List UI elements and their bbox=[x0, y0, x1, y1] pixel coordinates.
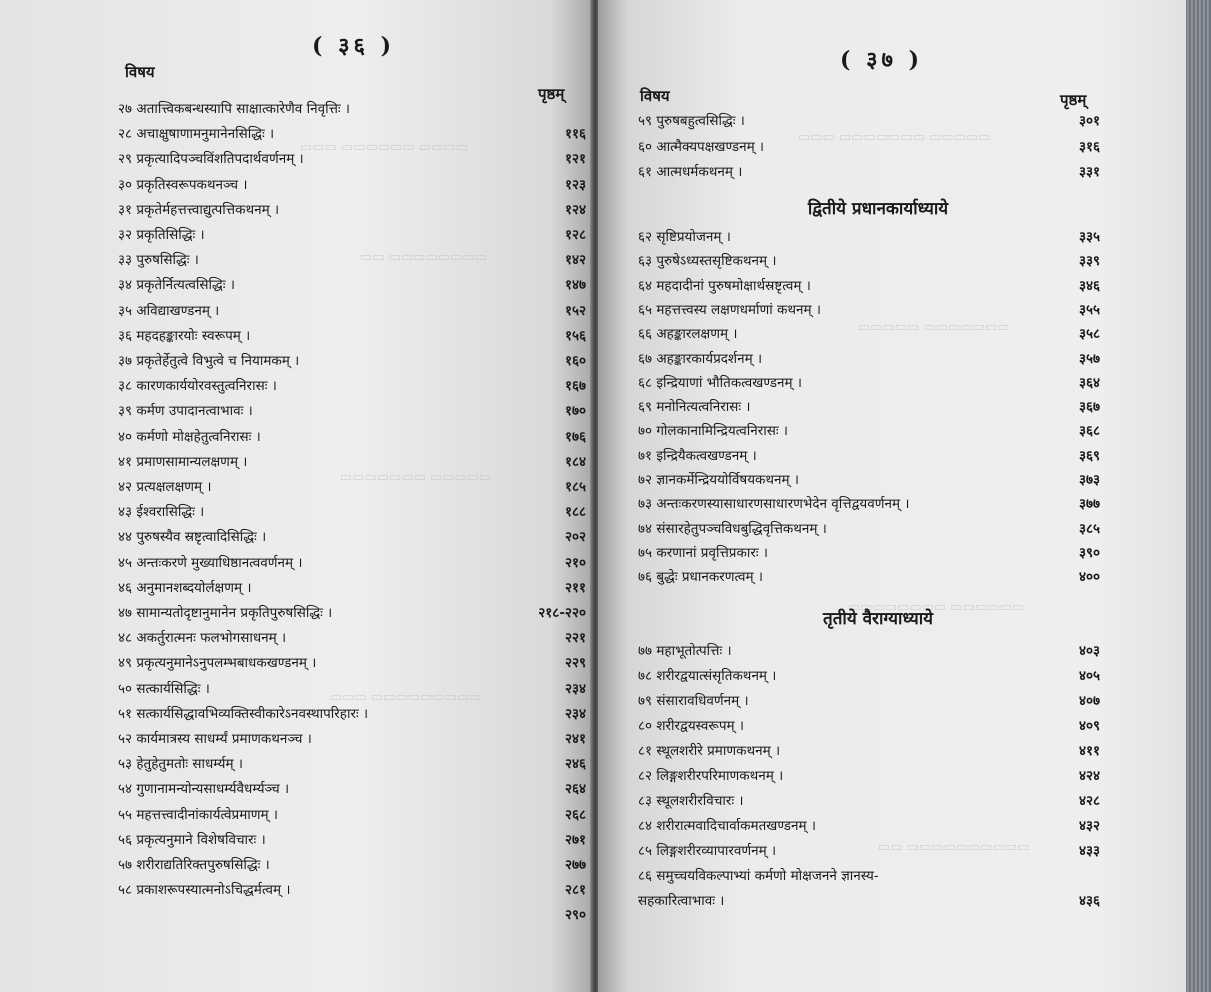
toc-entry-title: ४९ प्रकृत्यनुमानेऽनुपलम्भबाधकखण्डनम् । bbox=[118, 655, 317, 672]
bleed-through-text: ▭▭▭▭▭ ▭▭▭▭▭▭▭ bbox=[340, 470, 492, 485]
toc-entry-page: ३६९ bbox=[1078, 447, 1100, 464]
toc-entry bbox=[118, 123, 586, 145]
bleed-through-text: ▭▭▭▭▭▭▭▭▭▭ ▭▭ bbox=[878, 840, 1030, 855]
toc-entry bbox=[638, 110, 1100, 132]
toc-entry-page: १२३ bbox=[564, 176, 586, 193]
toc-entry-page: ३५५ bbox=[1078, 301, 1100, 318]
toc-entry bbox=[118, 501, 586, 523]
toc-entry bbox=[118, 804, 586, 826]
toc-entry-title: ५१ सत्कार्यसिद्धावभिव्यक्तिस्वीकारेऽनवस्थापरिहारः । bbox=[118, 705, 369, 722]
toc-entry bbox=[118, 300, 586, 322]
toc-entry-title: ८४ शरीरात्मवादिचार्वाकमतखण्डनम् । bbox=[638, 818, 816, 834]
toc-entry-title: ७९ संसारावधिवर्णनम् । bbox=[638, 693, 749, 709]
toc-entry bbox=[638, 765, 1100, 787]
toc-entry-page: ३१६ bbox=[1078, 138, 1100, 155]
toc-entry-title: ५० सत्कार्यसिद्धिः । bbox=[118, 680, 210, 697]
subject-heading: विषय bbox=[640, 87, 670, 105]
toc-entry-page: २११ bbox=[564, 579, 586, 596]
toc-entry-title: ३१ प्रकृतेर्महत्तत्त्वाद्युत्पत्तिकथनम् । bbox=[118, 201, 280, 218]
toc-entry bbox=[118, 375, 586, 397]
toc-entry bbox=[638, 542, 1100, 564]
toc-entry bbox=[638, 566, 1100, 588]
toc-entry-title: ४५ अन्तःकरणे मुख्याधिष्ठानत्ववर्णनम् । bbox=[118, 554, 303, 571]
toc-entry-page: २२१ bbox=[564, 630, 586, 647]
toc-entry-title: ७७ महाभूतोत्पत्तिः । bbox=[638, 643, 732, 659]
toc-entry-title: ६६ अहङ्कारलक्षणम् । bbox=[638, 326, 738, 343]
toc-entry-title: ३७ प्रकृतेर्हेतुत्वे विभुत्वे च नियामकम् । bbox=[118, 353, 300, 369]
toc-entry-page: ३४६ bbox=[1078, 277, 1100, 294]
toc-entry-page: १५२ bbox=[564, 302, 586, 319]
toc-entry-page: ३६४ bbox=[1078, 374, 1100, 391]
toc-entry-page: ३७७ bbox=[1078, 496, 1100, 513]
toc-entry bbox=[638, 469, 1100, 491]
toc-entry-title: ४६ अनुमानशब्दयोर्लक्षणम् । bbox=[118, 579, 252, 596]
toc-entry-page: ३५८ bbox=[1078, 326, 1100, 343]
toc-entry-title: ६३ पुरुषेऽध्यस्तसृष्टिकथनम् । bbox=[638, 253, 777, 270]
toc-entry-page: १२१ bbox=[564, 151, 586, 168]
toc-entry bbox=[118, 652, 586, 674]
right-page bbox=[598, 0, 1186, 992]
toc-entry-page: ४०५ bbox=[1078, 668, 1100, 684]
toc-entry bbox=[118, 98, 586, 120]
toc-entry bbox=[638, 865, 1100, 887]
toc-entry-page: ४२८ bbox=[1078, 793, 1100, 809]
toc-entry-page: १५६ bbox=[564, 327, 586, 344]
toc-entry-title: ७३ अन्तःकरणस्यासाधारणसाधारणभेदेन वृत्तिद्वयवर्णनम् । bbox=[638, 496, 910, 513]
subject-heading: विषय bbox=[125, 63, 155, 81]
toc-entry bbox=[638, 323, 1100, 345]
toc-entry-title: ३८ कारणकार्ययोरवस्तुत्वनिरासः । bbox=[118, 378, 277, 395]
toc-entry-page: ३६८ bbox=[1078, 423, 1100, 440]
toc-entry-page: १८४ bbox=[564, 453, 586, 470]
toc-entry bbox=[638, 740, 1100, 762]
toc-entry bbox=[118, 274, 586, 296]
section-title: तृतीये वैराग्याध्याये bbox=[823, 609, 933, 629]
toc-entry-page: १६७ bbox=[564, 378, 586, 395]
toc-entry bbox=[118, 325, 586, 347]
toc-entry-title: ८३ स्थूलशरीरविचारः । bbox=[638, 793, 744, 809]
toc-entry-page: ४०० bbox=[1078, 569, 1100, 586]
toc-entry-title: २९ प्रकृत्यादिपञ्चविंशतिपदार्थवर्णनम् । bbox=[118, 151, 304, 168]
toc-entry bbox=[638, 715, 1100, 737]
toc-entry-title: ५५ महत्तत्त्वादीनांकार्यत्वेप्रमाणम् । bbox=[118, 806, 279, 823]
toc-entry-page: ४०३ bbox=[1078, 643, 1100, 659]
toc-entry-title: ५३ हेतुहेतुमतोः साधर्म्यम् । bbox=[118, 756, 243, 773]
toc-entry bbox=[118, 753, 586, 775]
toc-entry bbox=[638, 493, 1100, 515]
toc-entry-title: ६५ महत्तत्त्वस्य लक्षणधर्माणां कथनम् । bbox=[638, 301, 821, 318]
toc-entry-title: ४१ प्रमाणसामान्यलक्षणम् । bbox=[118, 453, 248, 470]
toc-entry bbox=[118, 526, 586, 548]
toc-entry-page: २४६ bbox=[564, 756, 586, 773]
toc-entry bbox=[638, 815, 1100, 837]
toc-entry-page: १७६ bbox=[564, 428, 586, 445]
toc-entry-title: ५७ शरीराद्यतिरिक्तपुरुषसिद्धिः । bbox=[118, 857, 270, 873]
toc-entry bbox=[638, 790, 1100, 812]
toc-entry-title: ७० गोलकानामिन्द्रियत्वनिरासः । bbox=[638, 423, 789, 440]
toc-entry-page: २६८ bbox=[564, 806, 586, 823]
bleed-through-text: ▭▭▭▭▭▭▭▭▭ ▭▭▭ bbox=[330, 690, 482, 705]
toc-entry-title: ७४ संसारहेतुपञ्चविधबुद्धिवृत्तिकथनम् । bbox=[638, 520, 827, 537]
toc-entry bbox=[638, 396, 1100, 418]
page-number: ( ३७ ) bbox=[840, 47, 924, 73]
toc-entry bbox=[118, 451, 586, 473]
toc-entry-page: २०२ bbox=[564, 529, 586, 546]
toc-entry-page: १४७ bbox=[564, 277, 586, 294]
toc-entry-page: २३४ bbox=[564, 680, 586, 697]
toc-entry bbox=[118, 678, 586, 700]
page-column-heading: पृष्ठम् bbox=[1060, 91, 1087, 109]
toc-entry-title: २८ अचाक्षुषाणामनुमानेनसिद्धिः । bbox=[118, 126, 275, 143]
toc-entry-page: ३०१ bbox=[1078, 113, 1100, 129]
toc-entry bbox=[118, 249, 586, 271]
page-number: ( ३६ ) bbox=[312, 33, 396, 59]
toc-entry bbox=[118, 829, 586, 851]
toc-entry bbox=[118, 602, 586, 624]
toc-entry bbox=[118, 224, 586, 246]
toc-entry-title: ६० आत्मैक्यपक्षखण्डनम् । bbox=[638, 138, 765, 155]
toc-entry-title: ७१ इन्द्रियैकत्वखण्डनम् । bbox=[638, 447, 757, 464]
toc-entry-title: ६९ मनोनित्यत्वनिरासः । bbox=[638, 399, 751, 416]
toc-entry-title: ४२ प्रत्यक्षलक्षणम् । bbox=[118, 479, 212, 495]
toc-entry bbox=[638, 690, 1100, 712]
toc-entry-title: २७ अतात्त्विकबन्धस्यापि साक्षात्कारेणैव निवृत्तिः । bbox=[118, 101, 351, 117]
toc-entry-page: २७७ bbox=[564, 857, 586, 873]
toc-entry-page: ३६७ bbox=[1078, 399, 1100, 416]
toc-entry bbox=[638, 299, 1100, 321]
toc-entry-title: ३५ अविद्याखण्डनम् । bbox=[118, 302, 220, 319]
toc-entry bbox=[638, 420, 1100, 442]
toc-entry bbox=[638, 518, 1100, 540]
toc-entry-page: ३३५ bbox=[1078, 229, 1100, 245]
toc-entry-title: ३२ प्रकृतिसिद्धिः । bbox=[118, 227, 205, 243]
toc-entry-title: ५२ कार्यमात्रस्य साधर्म्यं प्रमाणकथनञ्च । bbox=[118, 731, 312, 747]
toc-entry-title: ७६ बुद्धेः प्रधानकरणत्वम् । bbox=[638, 569, 764, 586]
toc-entry bbox=[118, 778, 586, 800]
toc-entry-page: ४०९ bbox=[1078, 718, 1100, 734]
toc-entry-page: २६४ bbox=[564, 781, 586, 798]
bleed-through-text: ▭▭▭▭▭▭ ▭▭▭▭▭▭▭▭ bbox=[848, 600, 1025, 615]
toc-entry bbox=[638, 275, 1100, 297]
toc-entry-title: ५९ पुरुषबहुत्वसिद्धिः । bbox=[638, 113, 745, 129]
toc-entry-title: ३४ प्रकृतेर्नित्यत्वसिद्धिः । bbox=[118, 277, 235, 294]
toc-entry-title: ४४ पुरुषस्यैव स्रष्टृत्वादिसिद्धिः । bbox=[118, 529, 267, 546]
toc-entry-title: ८१ स्थूलशरीरे प्रमाणकथनम् । bbox=[638, 743, 781, 759]
toc-entry bbox=[638, 348, 1100, 370]
toc-entry-page: ३५७ bbox=[1078, 350, 1100, 367]
toc-entry bbox=[118, 728, 586, 750]
toc-entry-page: ४३२ bbox=[1078, 818, 1100, 834]
toc-entry-page: १२८ bbox=[564, 227, 586, 243]
toc-entry bbox=[118, 148, 586, 170]
toc-entry-page: २१८-२२० bbox=[538, 605, 586, 621]
toc-entry-page: १८८ bbox=[564, 504, 586, 521]
toc-entry-page: ३८५ bbox=[1078, 520, 1100, 537]
bleed-through-text: ▭▭▭▭▭▭▭ ▭▭▭▭▭ bbox=[858, 320, 1010, 335]
toc-entry bbox=[638, 250, 1100, 272]
toc-entry-page: ४२४ bbox=[1078, 768, 1100, 784]
toc-entry bbox=[118, 426, 586, 448]
toc-entry-title: ४७ सामान्यतोदृष्टानुमानेन प्रकृतिपुरुषसिद्धिः । bbox=[118, 605, 333, 621]
toc-entry-page: १२४ bbox=[564, 201, 586, 218]
toc-entry-title: ७५ करणानां प्रवृत्तिप्रकारः । bbox=[638, 544, 768, 561]
toc-entry-page: ४११ bbox=[1078, 743, 1100, 759]
toc-entry-title: ४८ अकर्तुरात्मनः फलभोगसाधनम् । bbox=[118, 630, 287, 647]
toc-entry-title: ५८ प्रकाशरूपस्यात्मनोऽचिद्धर्मत्वम् । bbox=[118, 882, 291, 899]
bleed-through-text: ▭▭▭▭▭▭▭▭ ▭▭ bbox=[360, 250, 487, 265]
toc-entry bbox=[118, 552, 586, 574]
toc-entry-title: ६२ सृष्टिप्रयोजनम् । bbox=[638, 229, 731, 245]
toc-entry-page: २४१ bbox=[564, 731, 586, 747]
page-edges bbox=[1186, 0, 1211, 992]
page-column-heading: पृष्ठम् bbox=[538, 85, 565, 103]
toc-entry-page: २१० bbox=[564, 554, 586, 571]
toc-entry-page: २३४ bbox=[564, 705, 586, 722]
toc-entry-title: ४३ ईश्वरासिद्धिः । bbox=[118, 504, 205, 521]
toc-entry-page: १८५ bbox=[564, 479, 586, 495]
toc-entry bbox=[118, 174, 586, 196]
toc-entry-title: ६८ इन्द्रियाणां भौतिकत्वखण्डनम् । bbox=[638, 374, 802, 391]
toc-entry bbox=[638, 640, 1100, 662]
left-page bbox=[0, 0, 592, 992]
toc-entry bbox=[118, 904, 586, 926]
toc-entry-page: २७१ bbox=[564, 831, 586, 848]
toc-entry-title: ८२ लिङ्गशरीरपरिमाणकथनम् । bbox=[638, 768, 784, 784]
toc-entry bbox=[118, 703, 586, 725]
toc-entry bbox=[118, 476, 586, 498]
toc-entry-page: २२९ bbox=[564, 655, 586, 672]
toc-entry-title: ८० शरीरद्वयस्वरूपम् । bbox=[638, 718, 745, 734]
toc-entry-page: ४३६ bbox=[1078, 893, 1100, 909]
toc-entry-title: ३६ महदहङ्कारयोः स्वरूपम् । bbox=[118, 327, 251, 344]
toc-entry-title: ६७ अहङ्कारकार्यप्रदर्शनम् । bbox=[638, 350, 763, 367]
toc-entry bbox=[118, 199, 586, 221]
toc-entry-page: ४३३ bbox=[1078, 843, 1100, 859]
toc-entry bbox=[118, 854, 586, 876]
toc-entry bbox=[638, 226, 1100, 248]
toc-entry bbox=[638, 890, 1100, 912]
toc-entry bbox=[118, 577, 586, 599]
toc-entry-page: ३३९ bbox=[1078, 253, 1100, 270]
toc-entry-title: ५६ प्रकृत्यनुमाने विशेषविचारः । bbox=[118, 831, 266, 848]
toc-entry-title: ८६ समुच्चयविकल्पाभ्यां कर्मणो मोक्षजनने ज्ञानस्य- bbox=[638, 868, 879, 884]
toc-entry-page: २९० bbox=[564, 907, 586, 924]
toc-entry-title: ८५ लिङ्गशरीरव्यापारवर्णनम् । bbox=[638, 843, 777, 859]
toc-entry-title: ३९ कर्मण उपादानत्वाभावः । bbox=[118, 403, 253, 420]
toc-entry-page: ११६ bbox=[564, 126, 586, 143]
toc-entry-title: ६१ आत्मधर्मकथनम् । bbox=[638, 164, 743, 180]
toc-entry bbox=[638, 161, 1100, 183]
toc-entry-title: ३३ पुरुषसिद्धिः । bbox=[118, 252, 199, 269]
toc-entry-title: ३० प्रकृतिस्वरूपकथनञ्च । bbox=[118, 176, 248, 193]
toc-entry bbox=[118, 627, 586, 649]
toc-entry-page: ३३१ bbox=[1078, 164, 1100, 180]
toc-entry bbox=[638, 445, 1100, 467]
toc-entry-page: १६० bbox=[564, 353, 586, 369]
toc-entry bbox=[118, 350, 586, 372]
toc-entry-page: २८१ bbox=[564, 882, 586, 899]
toc-entry bbox=[638, 136, 1100, 158]
toc-entry bbox=[638, 840, 1100, 862]
toc-entry-title: ५४ गुणानामन्योन्यसाधर्म्यवैधर्म्यञ्च । bbox=[118, 781, 290, 798]
bleed-through-text: ▭▭▭▭▭ ▭▭▭▭▭▭▭ ▭▭▭ bbox=[798, 130, 991, 145]
toc-entry-title: ७२ ज्ञानकर्मेन्द्रिययोर्विषयकथनम् । bbox=[638, 472, 800, 488]
toc-entry bbox=[118, 400, 586, 422]
toc-entry-title: ६४ महदादीनां पुरुषमोक्षार्थस्रष्टृत्वम् । bbox=[638, 277, 811, 294]
toc-entry-title: ४० कर्मणो मोक्षहेतुत्वनिरासः । bbox=[118, 428, 261, 445]
toc-entry bbox=[638, 372, 1100, 394]
toc-entry-page: ३७३ bbox=[1078, 472, 1100, 488]
toc-entry-page: ४०७ bbox=[1078, 693, 1100, 709]
toc-entry-page: १४२ bbox=[564, 252, 586, 269]
bleed-through-text: ▭▭▭▭ ▭▭▭▭▭▭ ▭▭▭ bbox=[300, 140, 468, 155]
toc-entry bbox=[118, 879, 586, 901]
toc-entry bbox=[638, 665, 1100, 687]
toc-entry-title: ७८ शरीरद्वयात्संसृतिकथनम् । bbox=[638, 668, 777, 684]
toc-entry-page: १७० bbox=[564, 403, 586, 420]
toc-entry-title: सहकारित्वाभावः । bbox=[638, 893, 725, 909]
toc-entry-page: ३९० bbox=[1078, 544, 1100, 561]
section-title: द्वितीये प्रधानकार्याध्याये bbox=[807, 199, 949, 219]
